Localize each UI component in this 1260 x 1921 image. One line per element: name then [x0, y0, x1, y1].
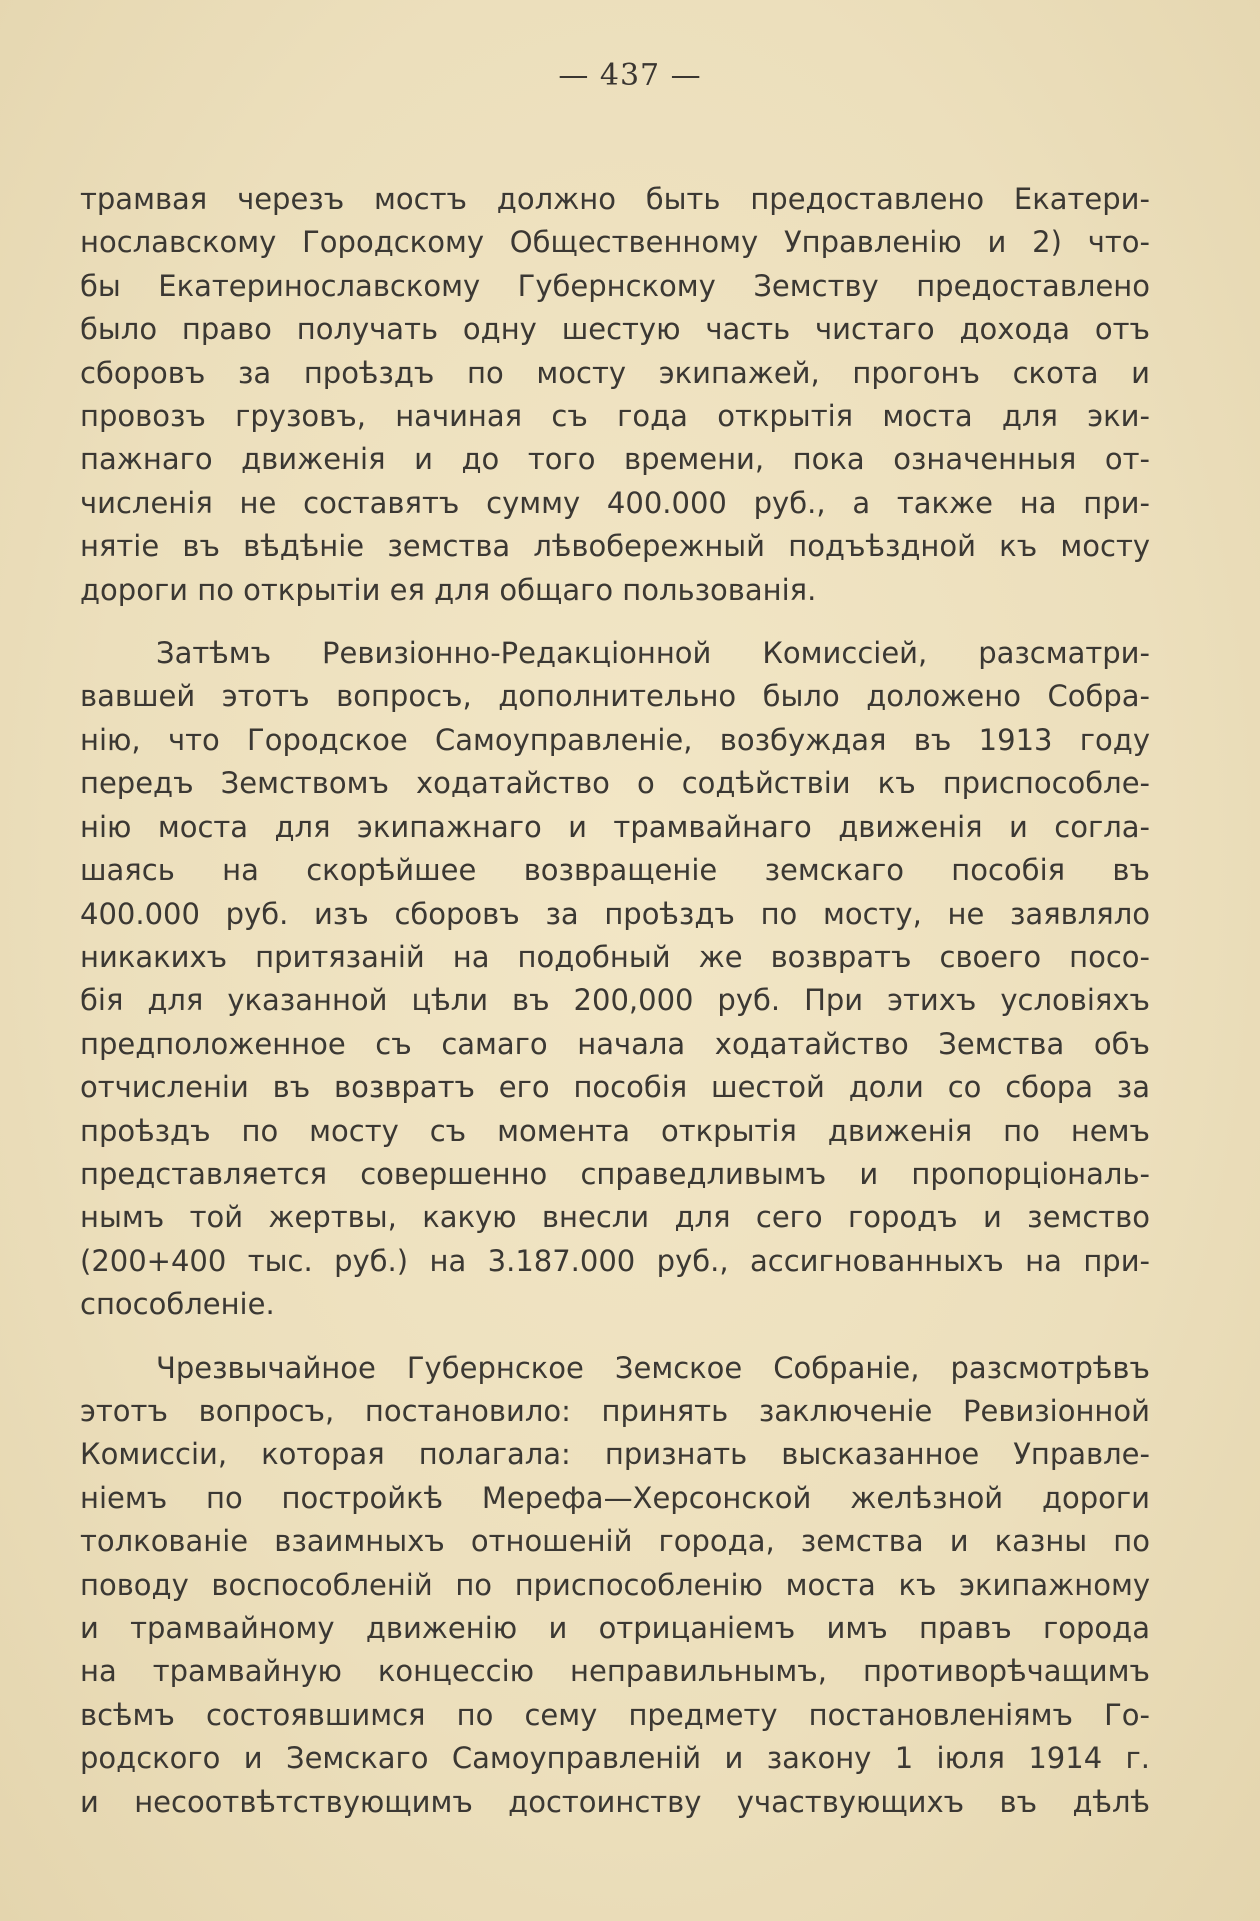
text-line: представляется совершенно справедливымъ и пропорціональ-	[80, 1156, 1150, 1191]
text-line: поводу воспособленій по приспособленію моста къ экипажному	[80, 1567, 1150, 1602]
text-line: Комиссіи, которая полагала: признать высказанное Управле-	[80, 1437, 1150, 1472]
text-line: шаясь на скорѣйшее возвращеніе земскаго пособія въ	[80, 853, 1150, 888]
text-line: способленіе.	[80, 1287, 275, 1322]
text-line: трамвая черезъ мостъ должно быть предоставлено Екатери-	[80, 182, 1150, 216]
text-line: (200+400 тыс. руб.) на 3.187.000 руб., ассигнованныхъ на при-	[80, 1243, 1150, 1278]
text-line: бы Екатеринославскому Губернскому Земству предоставлено	[80, 268, 1150, 303]
text-line: и несоотвѣтствующимъ достоинству участвующихъ въ дѣлѣ	[80, 1784, 1150, 1819]
text-line: никакихъ притязаній на подобный же возвратъ своего посо-	[80, 939, 1150, 974]
text-line: передъ Земствомъ ходатайство о содѣйствіи къ приспособле-	[80, 766, 1150, 801]
paragraph-3	[80, 1347, 1150, 1824]
text-line: этотъ вопросъ, постановило: принять заключеніе Ревизіонной	[80, 1393, 1150, 1428]
text-line: было право получать одну шестую часть чистаго дохода отъ	[80, 312, 1150, 347]
text-line: провозъ грузовъ, начиная съ года открытія моста для эки-	[80, 399, 1150, 434]
text-line: сборовъ за проѣздъ по мосту экипажей, прогонъ скота и	[80, 355, 1150, 390]
text-line: и трамвайному движенію и отрицаніемъ имъ правъ города	[80, 1611, 1150, 1645]
text-line: численія не составятъ сумму 400.000 руб., а также на при-	[80, 485, 1150, 520]
text-line: на трамвайную концессію неправильнымъ, противорѣчащимъ	[80, 1654, 1150, 1689]
text-line: дороги по открытіи ея для общаго пользованія.	[80, 572, 817, 607]
text-line: бія для указанной цѣли въ 200,000 руб. При этихъ условіяхъ	[80, 983, 1150, 1018]
page-number: — 437 —	[558, 58, 702, 93]
text-line: 400.000 руб. изъ сборовъ за проѣздъ по мосту, не заявляло	[80, 896, 1150, 931]
text-line: родского и Земскаго Самоуправленій и закону 1 іюля 1914 г.	[80, 1741, 1150, 1776]
text-line: нославскому Городскому Общественному Управленію и 2) что-	[80, 225, 1150, 260]
text-line: всѣмъ состоявшимся по сему предмету постановленіямъ Го-	[80, 1697, 1150, 1732]
text-line: отчисленіи въ возвратъ его пособія шестой доли со сбора за	[80, 1070, 1150, 1105]
text-line: нію, что Городское Самоуправленіе, возбуждая въ 1913 году	[80, 722, 1150, 757]
text-line: проѣздъ по мосту съ момента открытія движенія по немъ	[80, 1113, 1150, 1148]
text-line: вавшей этотъ вопросъ, дополнительно было доложено Собра-	[80, 679, 1150, 714]
text-line: Чрезвычайное Губернское Земское Собраніе, разсмотрѣвъ	[156, 1350, 1150, 1385]
paragraph-1	[80, 178, 1150, 612]
body-text	[80, 178, 1150, 1844]
text-line: предположенное съ самаго начала ходатайство Земства объ	[80, 1026, 1150, 1061]
text-line: нятіе въ вѣдѣніе земства лѣвобережный подъѣздной къ мосту	[80, 529, 1150, 564]
text-line: Затѣмъ Ревизіонно-Редакціонной Комиссіей, разсматри-	[156, 636, 1150, 671]
text-line: пажнаго движенія и до того времени, пока означенныя от-	[80, 442, 1150, 477]
text-line: нію моста для экипажнаго и трамвайнаго движенія и согла-	[80, 809, 1150, 844]
paragraph-2	[80, 632, 1150, 1327]
text-line: нымъ той жертвы, какую внесли для сего городъ и земство	[80, 1200, 1150, 1235]
text-line: ніемъ по постройкѣ Мерефа—Херсонской желѣзной дороги	[80, 1480, 1150, 1515]
text-line: толкованіе взаимныхъ отношеній города, земства и казны по	[80, 1524, 1150, 1559]
